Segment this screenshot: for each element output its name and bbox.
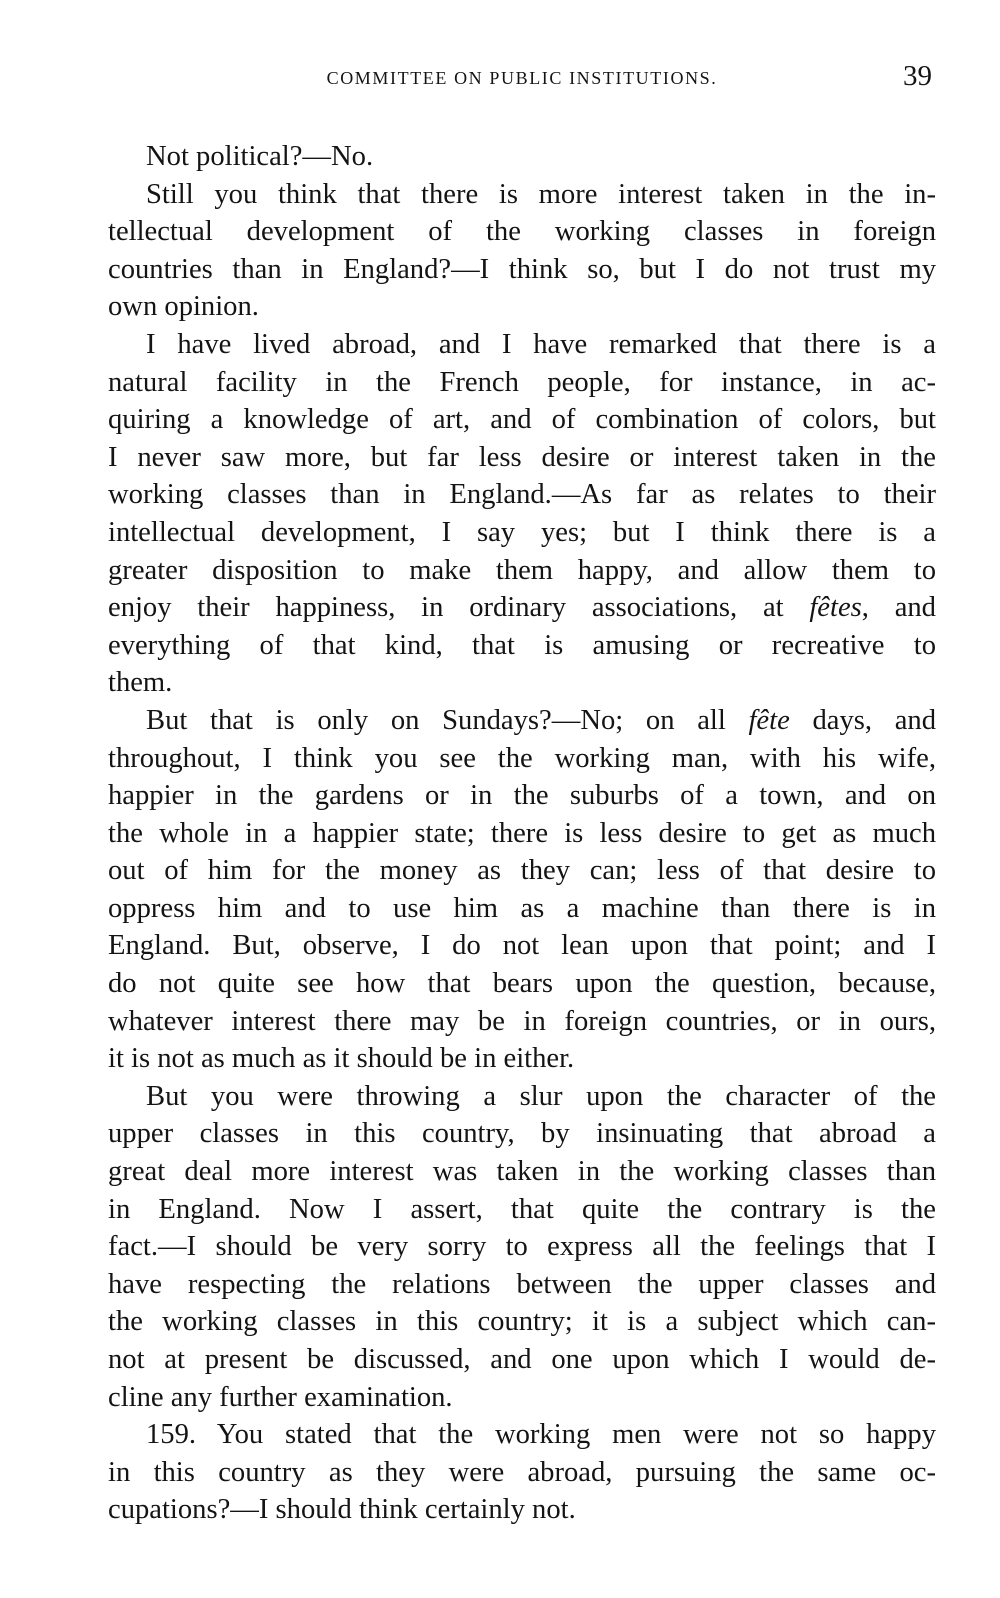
text-line: England. But, observe, I do not lean upon that point; and I — [108, 930, 936, 962]
text-line: I have lived abroad, and I have remarked that there is a — [146, 328, 936, 360]
text-run: days, and — [789, 704, 936, 736]
text-line: Still you think that there is more interest taken in the in- — [146, 178, 936, 210]
text-line: I never saw more, but far less desire or interest taken in the — [108, 441, 936, 473]
text-line: it is not as much as it should be in either. — [108, 1043, 575, 1075]
text-line: whatever interest there may be in foreign countries, or in ours, — [108, 1005, 936, 1037]
text-run: enjoy their happiness, in ordinary associations, at — [108, 592, 810, 624]
text-line: cline any further examination. — [108, 1381, 453, 1413]
text-line: not at present be discussed, and one upon which I would de- — [108, 1344, 936, 1375]
text-line-with-italic — [108, 702, 936, 740]
italic-word: fête — [748, 704, 790, 736]
text-line: fact.—I should be very sorry to express all the feelings that I — [108, 1231, 936, 1263]
text-line: throughout, I think you see the working man, with his wife, — [108, 742, 936, 774]
book-page — [108, 58, 936, 1529]
text-line: do not quite see how that bears upon the question, because, — [108, 968, 936, 1000]
text-line-with-italic — [108, 589, 936, 627]
running-head — [108, 58, 936, 102]
text-line: them. — [108, 667, 173, 699]
text-line: cupations?—I should think certainly not. — [108, 1494, 576, 1526]
text-line: everything of that kind, that is amusing or recreative to — [108, 629, 936, 661]
text-line: working classes than in England.—As far as relates to their — [108, 479, 936, 511]
text-line: oppress him and to use him as a machine than there is in — [108, 892, 936, 924]
paragraph-3 — [108, 326, 936, 702]
paragraph-2 — [108, 176, 936, 326]
page-number: 39 — [903, 60, 932, 92]
text-line: own opinion. — [108, 291, 259, 323]
text-line: great deal more interest was taken in the working classes than — [108, 1156, 936, 1188]
paragraph-5 — [108, 1078, 936, 1416]
text-line: Not political?—No. — [146, 141, 374, 172]
text-line: tellectual development of the working classes in foreign — [108, 216, 936, 248]
paragraph-6 — [108, 1416, 936, 1529]
text-line: the working classes in this country; it is a subject which can- — [108, 1306, 936, 1338]
text-line: quiring a knowledge of art, and of combination of colors, but — [108, 404, 936, 436]
text-line: the whole in a happier state; there is less desire to get as much — [108, 817, 936, 849]
italic-word: fêtes — [809, 592, 862, 624]
text-run: But that is only on Sundays?—No; on all — [146, 704, 749, 736]
text-line: upper classes in this country, by insinuating that abroad a — [108, 1118, 936, 1150]
text-line: have respecting the relations between the upper classes and — [108, 1268, 936, 1300]
text-line: happier in the gardens or in the suburbs of a town, and on — [108, 780, 936, 812]
text-line: in this country as they were abroad, pursuing the same oc- — [108, 1456, 936, 1488]
text-line: out of him for the money as they can; less of that desire to — [108, 855, 936, 887]
paragraph-4 — [108, 702, 936, 1078]
text-line: 159. You stated that the working men were not so happy — [146, 1419, 936, 1451]
text-line: But you were throwing a slur upon the character of the — [146, 1080, 936, 1112]
text-run: , and — [861, 592, 936, 624]
text-line: in England. Now I assert, that quite the contrary is the — [108, 1193, 936, 1225]
body-text — [108, 138, 936, 1529]
text-line: greater disposition to make them happy, and allow them to — [108, 554, 936, 586]
text-line: countries than in England?—I think so, but I do not trust my — [108, 253, 936, 285]
paragraph-1 — [108, 138, 936, 176]
text-line: natural facility in the French people, for instance, in ac- — [108, 366, 936, 398]
running-title: COMMITTEE ON PUBLIC INSTITUTIONS. — [326, 68, 718, 88]
text-line: intellectual development, I say yes; but I think there is a — [108, 516, 936, 548]
